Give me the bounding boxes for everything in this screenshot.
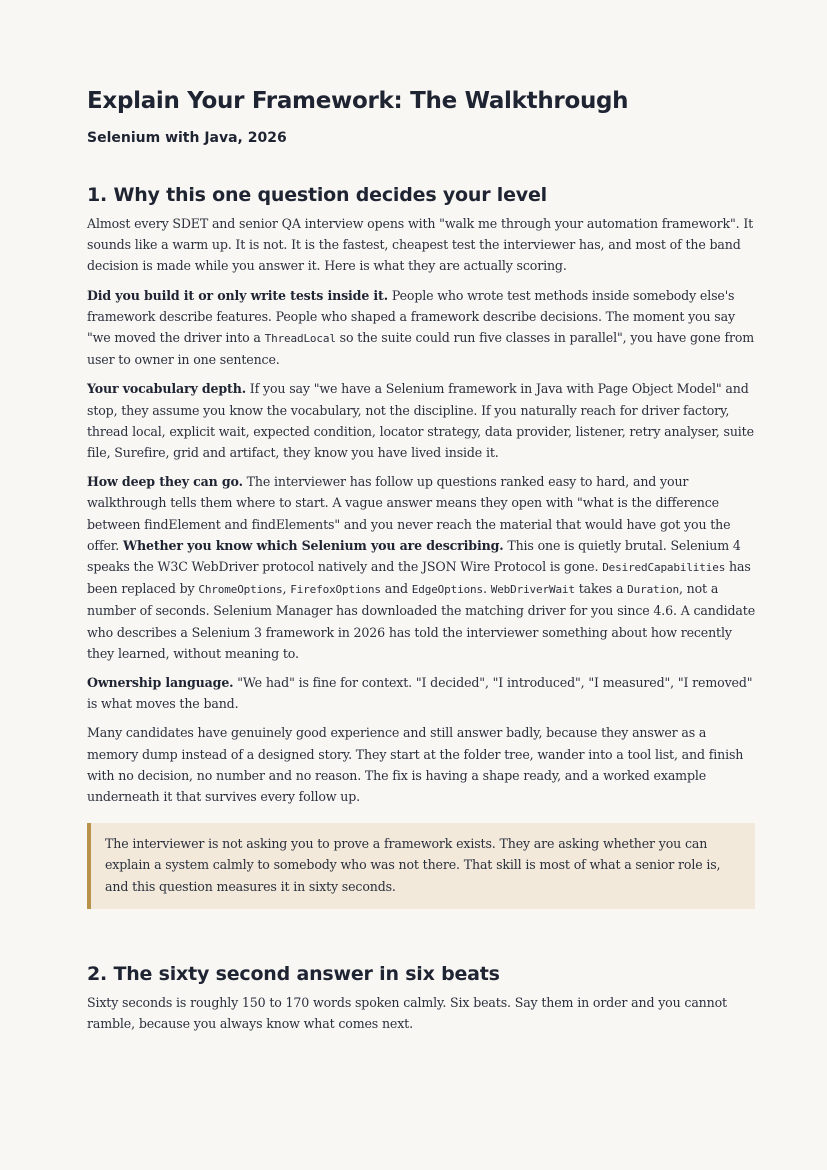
paragraph-ownership	[87, 672, 755, 714]
section-1-intro: Almost every SDET and senior QA interview opens with "walk me through your automation framework". It sounds like a warm up. It is not. It is the fastest, cheapest test the interviewer has, and most of the band decision is made while you answer it. Here is what they are actually scoring.	[87, 216, 754, 274]
paragraph-text: If you say "we have a Selenium framework in Java with Page Object Model" and stop, they assume you know the vocabulary, not the discipline. If you naturally reach for driver factory, thread local, explicit wait, expected condition, locator strategy, data provider, listener, retry analyser, suite file, Surefire, grid and artifact, they know you have lived inside it.	[87, 381, 754, 461]
inline-code: ChromeOptions	[198, 583, 283, 597]
inline-code: WebDriverWait	[490, 583, 575, 597]
section-1-heading: 1. Why this one question decides your level	[87, 184, 547, 206]
inline-code: ThreadLocal	[264, 332, 336, 346]
document-title: Explain Your Framework: The Walkthrough	[87, 88, 629, 114]
lead-in: How deep they can go.	[87, 474, 243, 490]
section-2	[87, 961, 755, 1034]
callout-box	[87, 823, 755, 909]
paragraph-build-or-write	[87, 285, 755, 371]
lead-in: Ownership language.	[87, 675, 234, 691]
section-2-intro: Sixty seconds is roughly 150 to 170 words spoken calmly. Six beats. Say them in order and you cannot ramble, because you always know what comes next.	[87, 994, 727, 1032]
lead-in: Whether you know which Selenium you are describing.	[122, 537, 504, 553]
lead-in: Did you build it or only write tests inside it.	[87, 287, 388, 303]
paragraph-text: The interviewer has follow up questions ranked easy to hard, and your walkthrough tells them where to start. A vague answer means they open with "what is the difference between findElement and findElements" and you never reach the material that would have got you the offer.	[87, 474, 731, 553]
lead-in: Your vocabulary depth.	[87, 381, 246, 397]
paragraph-text: This one is quietly brutal. Selenium 4 speaks the W3C WebDriver protocol natively and the JSON Wire Protocol is gone.	[87, 537, 741, 575]
paragraph-text: ,	[282, 581, 291, 597]
paragraph-text: takes a	[574, 581, 628, 597]
callout-text: The interviewer is not asking you to prove a framework exists. They are asking whether you can explain a system calmly to somebody who was not there. That skill is most of what a senior role is, and this question measures it in sixty seconds.	[105, 836, 721, 894]
inline-code: DesiredCapabilities	[602, 561, 726, 575]
paragraph-text: .	[483, 581, 491, 597]
paragraph-vocabulary	[87, 378, 755, 463]
inline-code: EdgeOptions	[411, 583, 483, 597]
paragraph-text: and	[380, 581, 412, 597]
document-subtitle: Selenium with Java, 2026	[87, 130, 287, 146]
paragraph-text: has been replaced by	[87, 559, 751, 597]
inline-code: FirefoxOptions	[290, 583, 381, 597]
paragraph-how-deep	[87, 471, 755, 664]
section-2-heading: 2. The sixty second answer in six beats	[87, 962, 500, 985]
paragraph-text: People who wrote test methods inside somebody else's framework describe features. People who shaped a framework describe decisions. The moment you say "we moved the driver into a	[87, 287, 735, 346]
paragraph-text: "We had" is fine for context. "I decided", "I introduced", "I measured", "I removed" is what moves the band.	[87, 675, 753, 712]
inline-code: Duration	[627, 583, 679, 597]
section-1	[87, 182, 755, 909]
paragraph-text: , not a number of seconds. Selenium Manager has downloaded the matching driver for you since 4.6. A candidate who describes a Selenium 3 framework in 2026 has told the interviewer something about how recently they learned, without meaning to.	[87, 581, 756, 661]
paragraph-many-candidates: Many candidates have genuinely good experience and still answer badly, because they answer as a memory dump instead of a designed story. They start at the folder tree, wander into a tool list, and finish with no decision, no number and no reason. The fix is having a shape ready, and a worked example underneath it that survives every follow up.	[87, 725, 744, 805]
paragraph-text: so the suite could run five classes in parallel", you have gone from user to owner in one sentence.	[87, 330, 755, 368]
